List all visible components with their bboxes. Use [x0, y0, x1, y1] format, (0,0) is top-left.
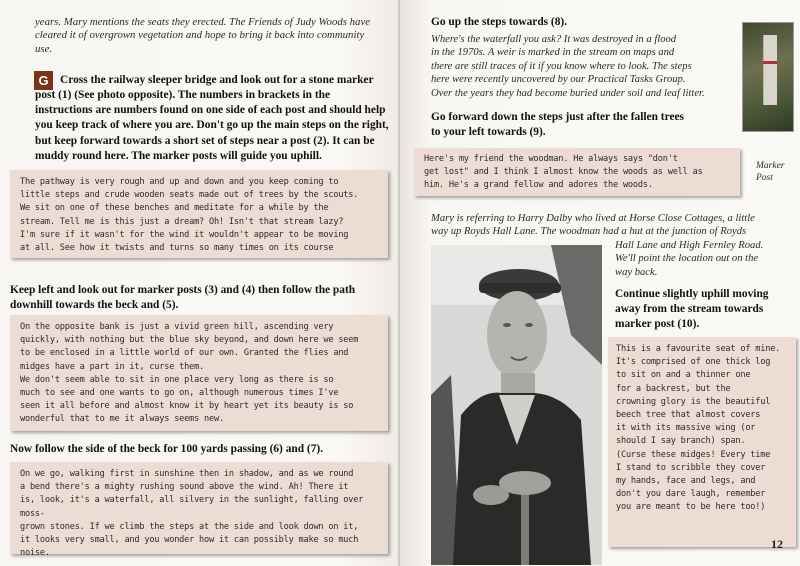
note-line: quickly, with nothing but the blue sky beyond, and down here we seem — [20, 335, 359, 346]
text-line: downhill towards the beck and (5). — [10, 299, 179, 312]
note-line: should I say branch) span. — [616, 436, 746, 447]
note-line: beech tree that almost covers — [616, 410, 761, 421]
text-line: muddy round here. The marker posts will guide you uphill. — [35, 149, 322, 162]
waterfall-paragraph — [431, 33, 741, 100]
step-8-heading — [431, 15, 741, 30]
note-line: The pathway is very rough and up and down and you keep coming to — [20, 177, 339, 187]
text-line: use. — [35, 42, 53, 55]
step-9-paragraph — [431, 110, 741, 140]
harry-dalby-paragraph — [431, 212, 796, 239]
step-6-7-paragraph — [10, 442, 395, 457]
note-line: Here's my friend the woodman. He always says "don't — [424, 154, 678, 164]
note-line: get lost" and I think I almost know the woods as well as — [424, 167, 703, 178]
text-line: years. Mary mentions the seats they erected. The Friends of Judy Woods have — [35, 16, 371, 28]
diary-note-1 — [10, 170, 388, 258]
text-line: Now follow the side of the beck for 100 yards passing (6) and (7). — [10, 443, 324, 455]
text-line: instructions are numbers found on one side of each post and should help — [35, 104, 386, 117]
section-g-paragraph — [35, 88, 395, 164]
note-line: (Curse these midges! Every time — [616, 449, 771, 460]
note-line: at all. See how it twists and turns so many times on its course — [20, 243, 334, 254]
note-line: noise. — [20, 548, 50, 559]
text-line: there are still traces of it if you know where to look. The steps — [431, 60, 692, 72]
diary-note-3 — [10, 462, 388, 559]
note-line: it looks very small, and you wonder how it can possibly make so much — [20, 535, 359, 546]
woodman-photo — [431, 245, 602, 565]
note-line: wonderful that to me it always seems new. — [20, 414, 224, 425]
note-line: a bend there's a mighty rushing sound above the wind. Ah! There it — [20, 482, 349, 493]
text-line: post (1) (See photo opposite). The numbers in brackets in the — [35, 89, 331, 101]
text-line: way up Royds Hall Lane. The woodman had a hut at the junction of Royds — [431, 226, 747, 238]
intro-paragraph — [35, 16, 395, 56]
caption-line: Post — [756, 173, 773, 183]
text-line: way back. — [615, 266, 658, 278]
step-3-4-5-paragraph — [10, 283, 395, 313]
note-line: much to see and one wants to go on, although numerous times I've — [20, 388, 339, 399]
diary-note-5 — [608, 337, 796, 547]
text-line: but keep forward towards a short set of steps near a post (2). It can be — [35, 134, 375, 147]
note-line: is, look, it's a waterfall, all silvery in the sunlight, falling over moss- — [20, 495, 364, 519]
photo-caption — [756, 160, 796, 184]
note-line: We don't seem able to sit in one place very long as there is so — [20, 374, 334, 385]
marker-post-photo — [742, 22, 794, 132]
marker-post-shape — [763, 35, 777, 105]
text-line: here were recently uncovered by our Practical Tasks Group. — [431, 74, 686, 86]
note-line: you are meant to be here too!) — [616, 502, 766, 513]
note-line: grown stones. If we climb the steps at the side and look down on it, — [20, 521, 359, 532]
note-line: don't you dare laugh, remember — [616, 489, 766, 500]
step-10-paragraph — [615, 287, 797, 333]
woodman-portrait-illustration — [431, 245, 602, 565]
note-line: stream. Tell me is this just a dream? Oh! Isn't that stream lazy? — [20, 216, 344, 227]
note-line: to be enclosed in a little world of our own. Granted the flies and — [20, 348, 349, 359]
note-line: I'm sure if it wasn't for the wind it wouldn't appear to be moving — [20, 229, 349, 240]
note-line: for a backrest, but the — [616, 383, 731, 394]
text-line: Mary is referring to Harry Dalby who lived at Horse Close Cottages, a little — [431, 213, 755, 224]
text-line: in the 1970s. A weir is marked in the stream on maps and — [431, 47, 675, 59]
text-line: Cross the railway sleeper bridge and look out for a stone marker — [60, 74, 374, 86]
note-line: my hands, face and legs, and — [616, 476, 756, 487]
note-line: little steps and crude wooden seats made out of trees by the scouts. — [20, 190, 359, 201]
text-line: cleared it of overgrown vegetation and hope to bring it back into community — [35, 29, 365, 42]
diary-note-4 — [414, 148, 740, 196]
text-line: Go up the steps towards (8). — [431, 16, 568, 28]
text-line: away from the stream towards — [615, 303, 764, 316]
note-line: It's comprised of one thick log — [616, 357, 771, 368]
note-line: crowning glory is the beautiful — [616, 396, 771, 407]
harry-dalby-paragraph-cont — [615, 239, 797, 279]
section-letter-badge: G — [34, 71, 53, 90]
note-line: seen it all before and almost know it by heart yet its beauty is so — [20, 401, 354, 412]
text-line: Where's the waterfall you ask? It was destroyed in a flood — [431, 34, 677, 45]
note-line: it with its massive wing (or — [616, 423, 756, 434]
note-line: to sit on and a thinner one — [616, 370, 751, 381]
note-line: On we go, walking first in sunshine then in shadow, and as we round — [20, 469, 354, 479]
text-line: Over the years they had become buried under soil and leaf litter. — [431, 87, 705, 99]
page-number: 12 — [771, 537, 783, 551]
note-line: On the opposite bank is just a vivid green hill, ascending very — [20, 322, 334, 332]
text-line: marker post (10). — [615, 318, 700, 331]
text-line: to your left towards (9). — [431, 126, 546, 139]
section-g-heading — [60, 73, 395, 88]
diary-note-2 — [10, 315, 388, 431]
note-line: We sit on one of these benches and meditate for a while by the — [20, 203, 329, 214]
text-line: Hall Lane and High Fernley Road. — [615, 240, 764, 251]
note-line: midges have a part in it, curse them. — [20, 361, 205, 372]
text-line: We'll point the location out on the — [615, 253, 759, 265]
note-line: This is a favourite seat of mine. — [616, 344, 781, 354]
caption-line: Marker — [756, 161, 785, 171]
text-line: Keep left and look out for marker posts (3) and (4) then follow the path — [10, 284, 356, 296]
note-line: him. He's a grand fellow and adores the woods. — [424, 180, 653, 191]
text-line: you keep track of where you are. Don't go up the main steps on the right, — [35, 119, 389, 132]
note-line: I stand to scribble they cover — [616, 462, 766, 473]
text-line: Continue slightly uphill moving — [615, 288, 769, 300]
text-line: Go forward down the steps just after the fallen trees — [431, 111, 684, 123]
marker-post-stripe — [763, 61, 777, 64]
